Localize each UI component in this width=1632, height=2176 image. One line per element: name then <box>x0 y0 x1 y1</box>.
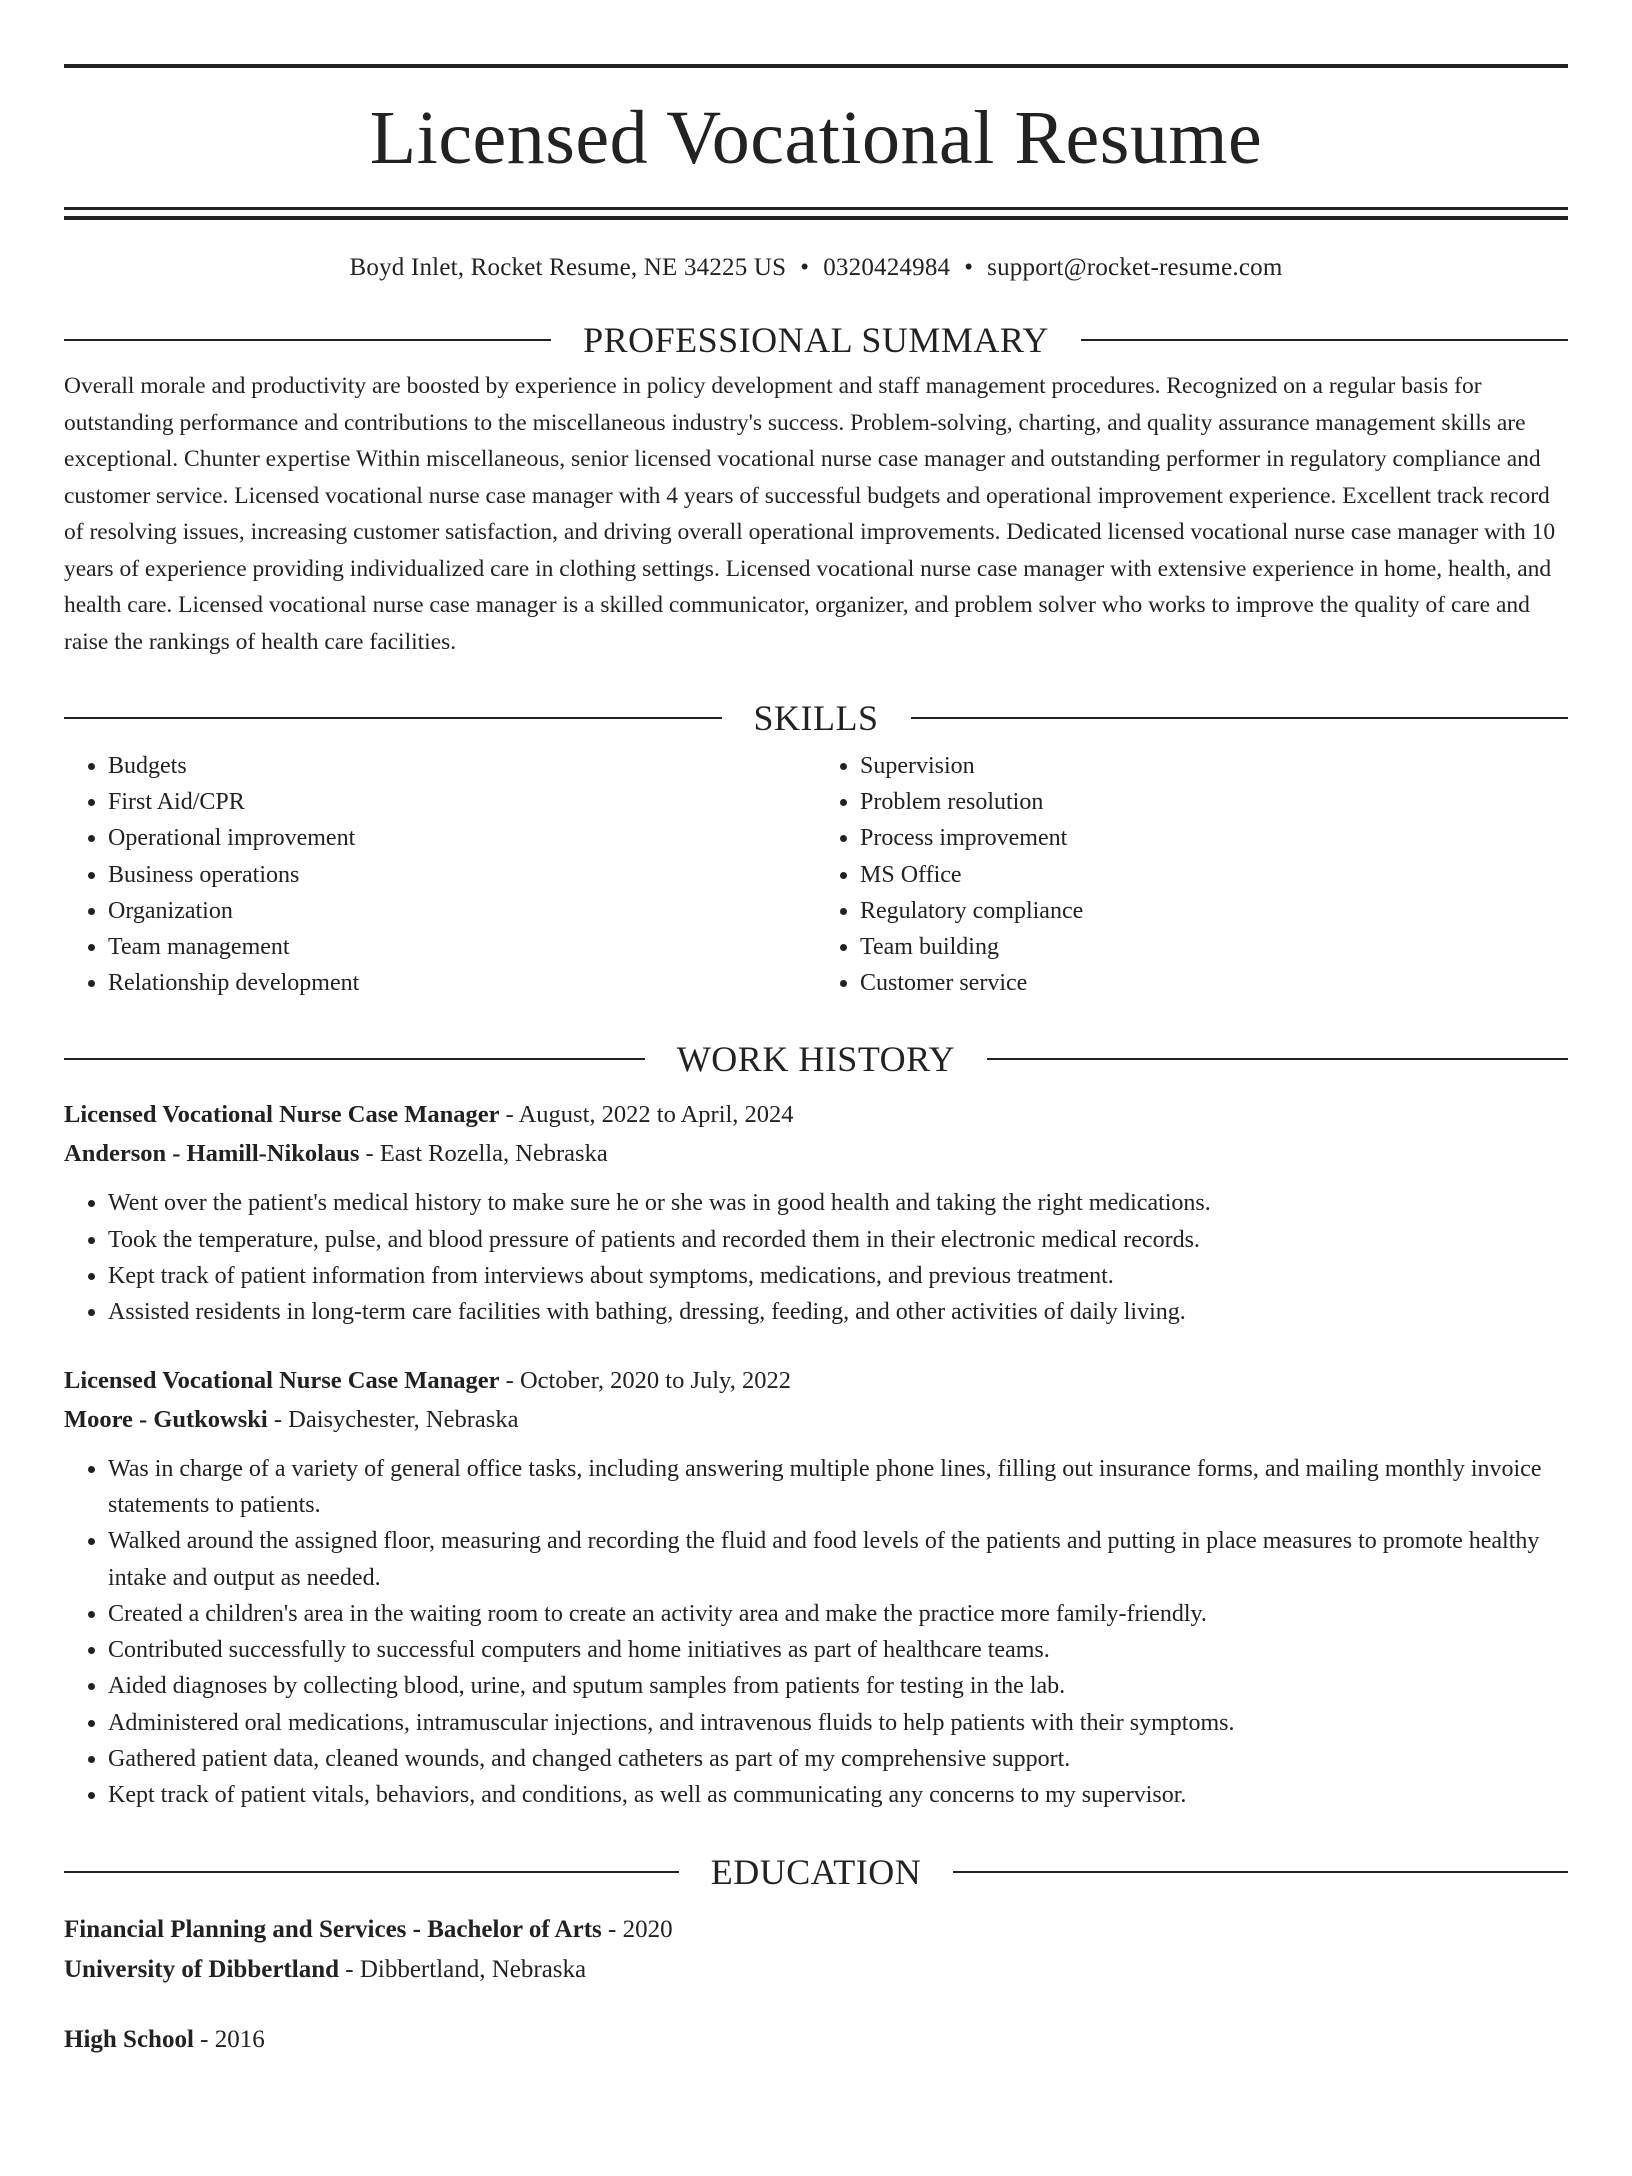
skill-item: • Process improvement <box>860 820 1568 856</box>
job-dates: - October, 2020 to July, 2022 <box>499 1366 791 1394</box>
job-company: Moore - Gutkowski <box>64 1405 268 1433</box>
education-degree-line <box>64 1910 1568 1950</box>
skill-item: • Problem resolution <box>860 784 1568 820</box>
section-rule-left <box>64 1058 645 1060</box>
job-title-line <box>64 1095 1568 1134</box>
skills-list <box>64 748 1568 1001</box>
education-year: - 2020 <box>601 1915 673 1943</box>
job-company-line <box>64 1400 1568 1439</box>
job-entry <box>64 1095 1568 1330</box>
section-rule-left <box>64 717 722 719</box>
section-rule-left <box>64 1871 679 1873</box>
section-header-education <box>64 1851 1568 1892</box>
contact-line <box>64 254 1568 282</box>
job-company: Anderson - Hamill-Nikolaus <box>64 1140 360 1168</box>
skill-item: • Budgets <box>108 748 816 784</box>
job-duty: • Went over the patient's medical history to make sure he or she was in good health and taking the right medications. <box>108 1185 1568 1221</box>
job-duty: • Aided diagnoses by collecting blood, urine, and sputum samples from patients for testing in the lab. <box>108 1668 1568 1704</box>
section-header-summary <box>64 322 1568 358</box>
skill-item: • First Aid/CPR <box>108 784 816 820</box>
section-title-skills: SKILLS <box>753 698 879 738</box>
education-degree: Financial Planning and Services - Bachelor of Arts <box>64 1915 602 1943</box>
section-rule-left <box>64 339 551 341</box>
skill-item: • MS Office <box>860 857 1568 893</box>
top-rule <box>64 64 1568 68</box>
job-duty: • Walked around the assigned floor, measuring and recording the fluid and food levels of the patients and putting in place measures to promote healthy intake and output as needed. <box>108 1523 1568 1596</box>
education-school-line <box>64 1950 1568 1990</box>
job-duty: • Was in charge of a variety of general office tasks, including answering multiple phone lines, filling out insurance forms, and mailing monthly invoice statements to patients. <box>108 1451 1568 1524</box>
job-duty: • Created a children's area in the waiting room to create an activity area and make the practice more family-friendly. <box>108 1596 1568 1632</box>
skill-item: • Regulatory compliance <box>860 893 1568 929</box>
section-title-summary: PROFESSIONAL SUMMARY <box>583 320 1049 360</box>
job-duty: • Gathered patient data, cleaned wounds, and changed catheters as part of my comprehensive support. <box>108 1741 1568 1777</box>
job-location: - East Rozella, Nebraska <box>359 1140 608 1168</box>
section-rule-right <box>1081 339 1568 341</box>
contact-separator: • <box>964 254 974 281</box>
education-year: - 2016 <box>193 2025 265 2053</box>
job-title: Licensed Vocational Nurse Case Manager <box>64 1101 500 1129</box>
education-spacer <box>64 1990 1568 2020</box>
skill-item: • Business operations <box>108 857 816 893</box>
job-entry <box>64 1361 1568 1814</box>
job-title-line <box>64 1361 1568 1400</box>
resume-page <box>0 64 1632 2176</box>
job-duty: • Kept track of patient vitals, behaviors, and conditions, as well as communicating any concerns to my supervisor. <box>108 1777 1568 1813</box>
title-double-rule <box>64 207 1568 220</box>
section-rule-right <box>953 1871 1568 1873</box>
section-title-work: WORK HISTORY <box>676 1039 956 1080</box>
skill-item: • Team management <box>108 929 816 965</box>
education-entry <box>64 2020 1568 2060</box>
section-rule-right <box>987 1058 1568 1060</box>
job-duties <box>64 1451 1568 1814</box>
resume-title: Licensed Vocational Resume <box>369 96 1263 180</box>
job-duty: • Took the temperature, pulse, and blood pressure of patients and recorded them in their electronic medical records. <box>108 1222 1568 1258</box>
job-duty: • Assisted residents in long-term care facilities with bathing, dressing, feeding, and other activities of daily living. <box>108 1294 1568 1330</box>
skills-column-left <box>64 748 816 1001</box>
summary-paragraph: Overall morale and productivity are boosted by experience in policy development and staff management procedures. Recognized on a regular basis for outstanding performance and contributions to the miscellaneous industry's success. Problem-solving, charting, and quality assurance management skills are exceptional. Chunter expertise Within miscellaneous, senior licensed vocational nurse case manager and outstanding performer in regulatory compliance and customer service. Licensed vocational nurse case manager with 4 years of successful budgets and operational improvement experience. Excellent track record of resolving issues, increasing customer satisfaction, and driving overall operational improvements. Dedicated licensed vocational nurse case manager with 10 years of experience providing individualized care in clothing settings. Licensed vocational nurse case manager with extensive experience in home, health, and health care. Licensed vocational nurse case manager is a skilled communicator, organizer, and problem solver who works to improve the quality of care and raise the rankings of health care facilities. <box>64 373 1556 655</box>
section-header-work <box>64 1039 1568 1080</box>
job-company-line <box>64 1134 1568 1173</box>
resume-header <box>64 64 1568 282</box>
skill-item: • Operational improvement <box>108 820 816 856</box>
job-duty: • Kept track of patient information from interviews about symptoms, medications, and previous treatment. <box>108 1258 1568 1294</box>
section-rule-right <box>911 717 1569 719</box>
education-degree: High School <box>64 2025 194 2053</box>
job-duty: • Administered oral medications, intramuscular injections, and intravenous fluids to help patients with their symptoms. <box>108 1705 1568 1741</box>
job-title: Licensed Vocational Nurse Case Manager <box>64 1366 500 1394</box>
contact-separator: • <box>800 254 810 281</box>
job-location: - Daisychester, Nebraska <box>267 1405 519 1433</box>
education-location: - Dibbertland, Nebraska <box>339 1955 587 1983</box>
section-title-education: EDUCATION <box>710 1851 922 1892</box>
skill-item: • Supervision <box>860 748 1568 784</box>
education-entry <box>64 1910 1568 1990</box>
education-school: University of Dibbertland <box>64 1955 339 1983</box>
education-degree-line <box>64 2020 1568 2060</box>
skill-item: • Customer service <box>860 965 1568 1001</box>
contact-phone: 0320424984 <box>823 254 951 281</box>
job-dates: - August, 2022 to April, 2024 <box>499 1101 794 1129</box>
skills-column-right <box>816 748 1568 1001</box>
section-header-skills <box>64 700 1568 736</box>
skill-item: • Organization <box>108 893 816 929</box>
contact-address: Boyd Inlet, Rocket Resume, NE 34225 US <box>349 254 787 281</box>
job-duties <box>64 1185 1568 1330</box>
job-duty: • Contributed successfully to successful computers and home initiatives as part of healthcare teams. <box>108 1632 1568 1668</box>
skill-item: • Team building <box>860 929 1568 965</box>
skill-item: • Relationship development <box>108 965 816 1001</box>
contact-email: support@rocket-resume.com <box>987 254 1283 281</box>
